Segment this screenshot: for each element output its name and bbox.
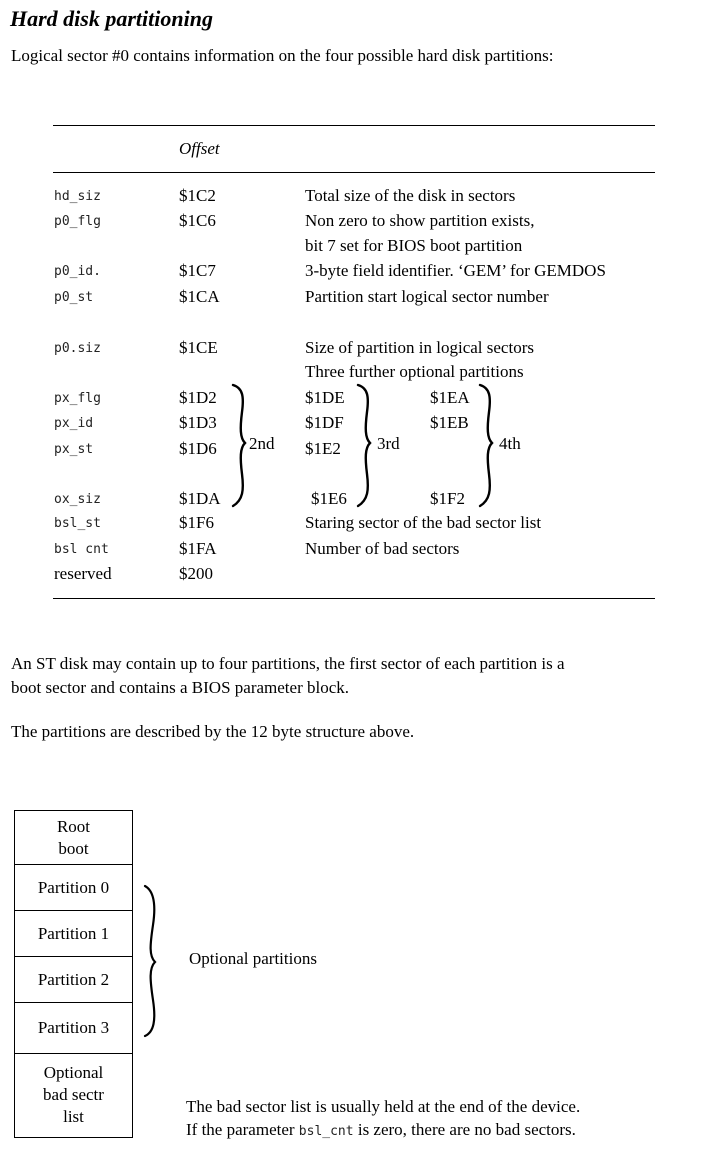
partition-2-cell: Partition 2 [15, 956, 132, 1002]
note-text: If the parameter [186, 1120, 299, 1139]
field-name: hd_siz [54, 189, 101, 204]
group-label-3rd: 3rd [377, 434, 400, 453]
root-boot-cell: Root boot [56, 816, 91, 858]
field-description: bit 7 set for BIOS boot partition [305, 236, 523, 255]
note-text: is zero, there are no bad sectors. [353, 1120, 576, 1139]
field-description: 3-byte field identifier. ‘GEM’ for GEMDOS [305, 261, 606, 280]
field-name: px_flg [54, 391, 101, 406]
field-name: bsl_st [54, 516, 101, 531]
optional-partitions-label: Optional partitions [189, 949, 317, 968]
paragraph-line: boot sector and contains a BIOS parameter block. [11, 678, 350, 697]
bad-sector-list-cell: Optional bad sectr list [15, 1053, 132, 1136]
field-name: px_id [54, 416, 94, 431]
field-name: p0_id. [54, 264, 101, 279]
field-name: bsl cnt [54, 542, 109, 557]
brace-3rd [358, 385, 370, 506]
offset-header: Offset [179, 139, 220, 158]
partition-3-cell: Partition 3 [15, 1002, 132, 1053]
field-description: Non zero to show partition exists, [305, 211, 535, 230]
offset-3rd: $1E2 [305, 439, 341, 458]
field-offset: $1C7 [179, 261, 216, 280]
field-description: Three further optional partitions [305, 362, 524, 381]
brace-2nd [233, 385, 245, 506]
partition-0-cell: Partition 0 [15, 864, 132, 910]
field-description: Staring sector of the bad sector list [305, 513, 542, 532]
field-name: p0_st [54, 290, 94, 305]
paragraph-line: An ST disk may contain up to four partitions, the first sector of each partition is a [11, 654, 565, 673]
field-description: Total size of the disk in sectors [305, 186, 516, 205]
field-name: reserved [54, 564, 112, 583]
offset-2nd: $1DA [179, 489, 221, 508]
note-line: The bad sector list is usually held at the end of the device. [186, 1097, 581, 1116]
field-description: Number of bad sectors [305, 539, 460, 558]
offset-3rd: $1E6 [311, 489, 347, 508]
paragraph: The partitions are described by the 12 byte structure above. [11, 722, 415, 741]
field-name: ox_siz [54, 492, 101, 507]
field-description: Partition start logical sector number [305, 287, 549, 306]
page-title: Hard disk partitioning [10, 6, 213, 31]
field-offset: $1F6 [179, 513, 214, 532]
offset-4th: $1EB [430, 413, 469, 432]
field-offset: $1CE [179, 338, 218, 357]
field-offset: $1C6 [179, 211, 216, 230]
field-offset: $1CA [179, 287, 220, 306]
note-code: bsl_cnt [298, 1124, 354, 1139]
offset-2nd: $1D2 [179, 388, 217, 407]
group-label-4th: 4th [499, 434, 521, 453]
offset-3rd: $1DF [305, 413, 344, 432]
field-offset: $1C2 [179, 186, 216, 205]
offset-2nd: $1D6 [179, 439, 217, 458]
brace-optional-partitions [145, 886, 155, 1036]
field-offset: $200 [179, 564, 213, 583]
intro-text: Logical sector #0 contains information on the four possible hard disk partitions: [11, 46, 554, 65]
brace-4th [480, 385, 492, 506]
offset-4th: $1F2 [430, 489, 465, 508]
partition-1-cell: Partition 1 [15, 910, 132, 956]
offset-2nd: $1D3 [179, 413, 217, 432]
field-name: px_st [54, 442, 94, 457]
offset-4th: $1EA [430, 388, 470, 407]
field-offset: $1FA [179, 539, 217, 558]
field-name: p0.siz [54, 341, 101, 356]
group-label-2nd: 2nd [249, 434, 275, 453]
field-name: p0_flg [54, 214, 101, 229]
offset-3rd: $1DE [305, 388, 345, 407]
field-description: Size of partition in logical sectors [305, 338, 534, 357]
